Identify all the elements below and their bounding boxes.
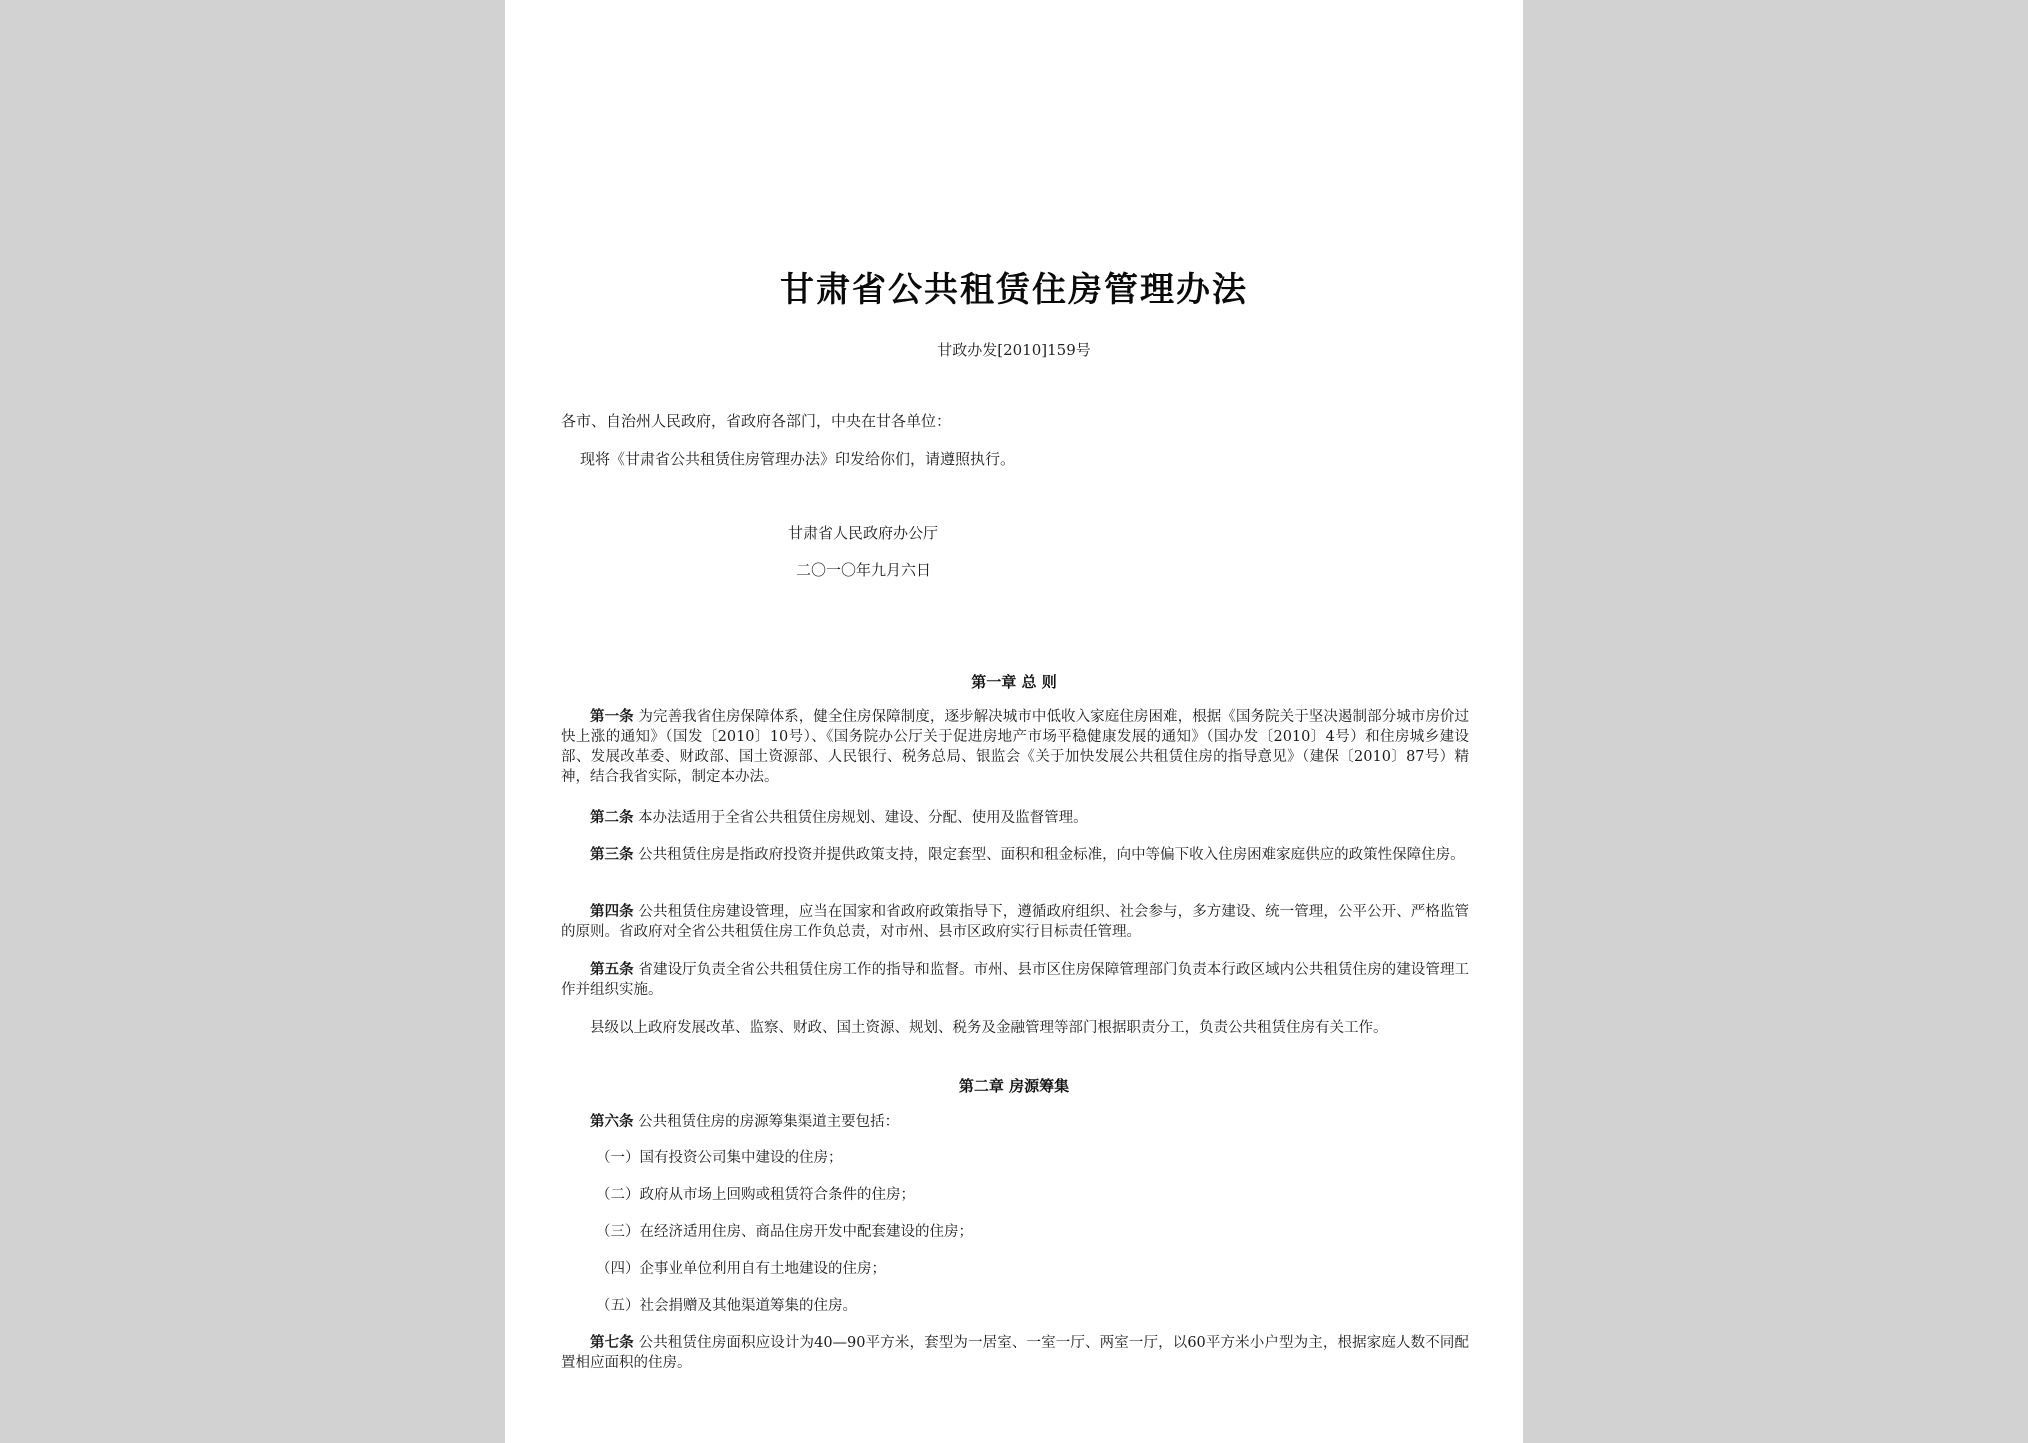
list-item: （三）在经济适用住房、商品住房开发中配套建设的住房； xyxy=(596,1224,973,1240)
article-paragraph xyxy=(561,845,1469,865)
list-item: （四）企事业单位利用自有土地建设的住房； xyxy=(596,1261,886,1277)
article-text: 公共租赁住房是指政府投资并提供政策支持，限定套型、面积和租金标准，向中等偏下收入住房困难家庭供应的政策性保障住房。 xyxy=(638,847,1465,863)
article-text: 公共租赁住房建设管理，应当在国家和省政府政策指导下，遵循政府组织、社会参与，多方建设、统一管理，公平公开、严格监管的原则。省政府对全省公共租赁住房工作负总责，对市州、县市区政府实行目标责任管理。 xyxy=(561,904,1470,940)
article-label: 第一条 xyxy=(590,708,634,725)
article-text: 省建设厅负责全省公共租赁住房工作的指导和监督。市州、县市区住房保障管理部门负责本行政区域内公共租赁住房的建设管理工作并组织实施。 xyxy=(561,962,1470,998)
list-item: （一）国有投资公司集中建设的住房； xyxy=(596,1150,843,1166)
chapter-heading: 第一章 总 则 xyxy=(971,673,1057,691)
article-label: 第二条 xyxy=(590,809,634,826)
issue-date: 二〇一〇年九月六日 xyxy=(796,561,932,579)
article-text: 公共租赁住房面积应设计为40—90平方米，套型为一居室、一室一厅、两室一厅，以60平方米小户型为主，根据家庭人数不同配置相应面积的住房。 xyxy=(561,1335,1469,1371)
recipients-line: 各市、自治州人民政府，省政府各部门，中央在甘各单位： xyxy=(561,412,952,430)
article-text: 公共租赁住房的房源筹集渠道主要包括： xyxy=(638,1114,900,1130)
article-paragraph: 县级以上政府发展改革、监察、财政、国土资源、规划、税务及金融管理等部门根据职责分工，负责公共租赁住房有关工作。 xyxy=(590,1020,1388,1036)
article-label: 第六条 xyxy=(590,1113,634,1130)
article-text: 本办法适用于全省公共租赁住房规划、建设、分配、使用及监督管理。 xyxy=(638,810,1088,826)
article-paragraph xyxy=(561,960,1469,1000)
article-label: 第三条 xyxy=(590,846,634,863)
document-title: 甘肃省公共租赁住房管理办法 xyxy=(780,270,1248,310)
article-paragraph xyxy=(561,1112,1469,1132)
article-paragraph xyxy=(561,707,1469,787)
article-paragraph xyxy=(561,902,1469,942)
list-item: （二）政府从市场上回购或租赁符合条件的住房； xyxy=(596,1187,915,1203)
article-label: 第四条 xyxy=(590,903,634,920)
article-label: 第五条 xyxy=(590,961,634,978)
article-text: 为完善我省住房保障体系，健全住房保障制度，逐步解决城市中低收入家庭住房困难，根据《国务院关于坚决遏制部分城市房价过快上涨的通知》（国发〔2010〕10号）、《国务院办公厅关于促进房地产市场平稳健康发展的通知》（国办发〔2010〕4号）和住房城乡建设部、发展改革委、财政部、国土资源部、人民银行、税务总局、银监会《关于加快发展公共租赁住房的指导意见》（建保〔2010〕87号）精神，结合我省实际，制定本办法。 xyxy=(561,709,1470,785)
document-number: 甘政办发[2010]159号 xyxy=(937,341,1091,359)
notice-line: 现将《甘肃省公共租赁住房管理办法》印发给你们，请遵照执行。 xyxy=(580,450,1016,468)
article-paragraph xyxy=(561,1333,1469,1373)
issuer: 甘肃省人民政府办公厅 xyxy=(788,524,939,542)
list-item: （五）社会捐赠及其他渠道筹集的住房。 xyxy=(596,1298,857,1314)
article-paragraph xyxy=(561,808,1469,828)
article-label: 第七条 xyxy=(590,1334,634,1351)
document-page xyxy=(505,0,1523,1443)
chapter-heading: 第二章 房源筹集 xyxy=(958,1077,1070,1095)
